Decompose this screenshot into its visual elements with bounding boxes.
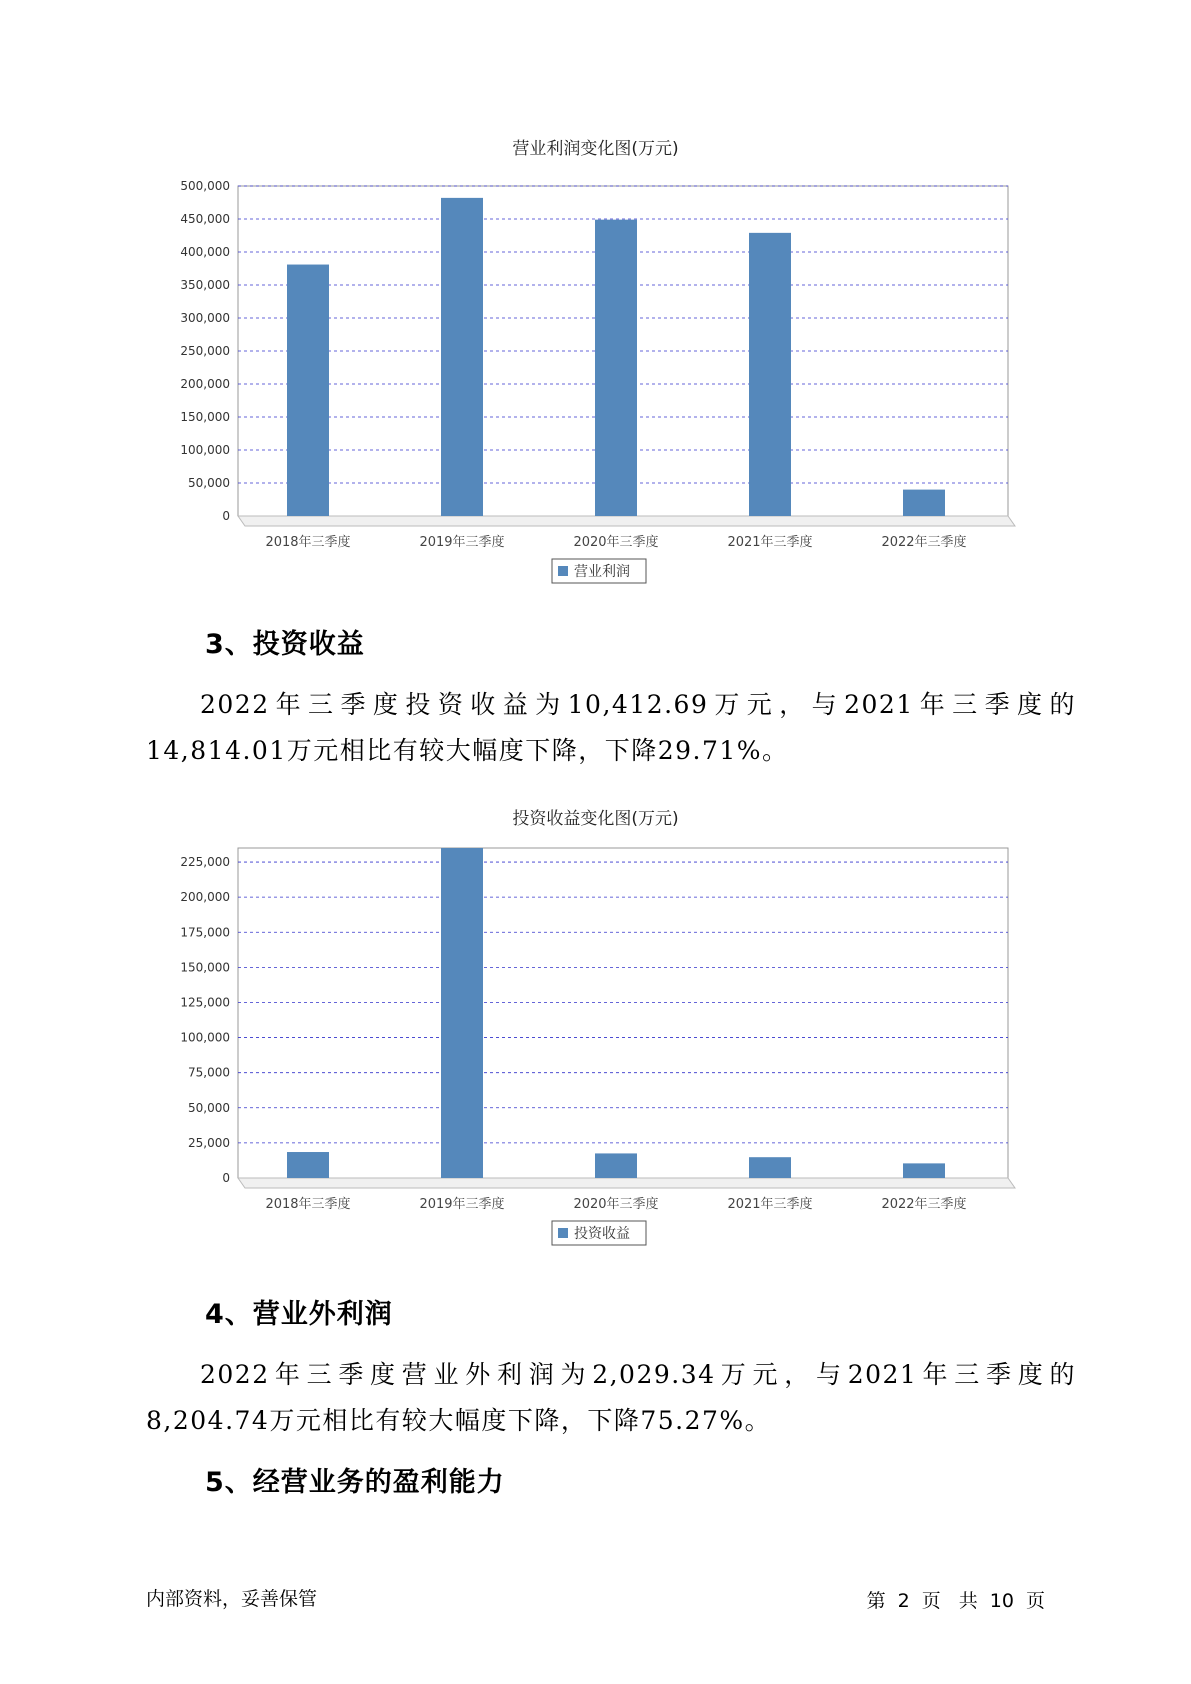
x-tick-label: 2018年三季度 — [265, 535, 351, 550]
x-tick-label: 2020年三季度 — [573, 1197, 659, 1212]
bar — [287, 265, 329, 516]
legend — [552, 559, 646, 583]
page-unit: 页 — [921, 1590, 941, 1612]
y-tick-label: 0 — [222, 509, 230, 523]
y-tick-label: 0 — [222, 1171, 230, 1185]
y-tick-label: 250,000 — [180, 344, 230, 358]
y-tick-label: 175,000 — [180, 925, 230, 940]
chart-operating-profit — [0, 160, 1191, 600]
y-tick-label: 200,000 — [180, 890, 230, 905]
total-prefix: 共 — [958, 1590, 978, 1612]
legend-swatch — [558, 566, 568, 576]
footer-page-indicator — [861, 1586, 1051, 1613]
y-tick-label: 100,000 — [180, 1030, 230, 1045]
chart-investment-income — [0, 830, 1191, 1270]
section-heading-profitability: 5、经营业务的盈利能力 — [205, 1467, 505, 1498]
y-tick-label: 100,000 — [180, 443, 230, 457]
y-tick-label: 500,000 — [180, 179, 230, 193]
y-tick-label: 450,000 — [180, 212, 230, 226]
y-tick-label: 50,000 — [188, 476, 230, 490]
bar — [749, 233, 791, 516]
bar — [903, 1163, 945, 1178]
y-tick-label: 400,000 — [180, 245, 230, 259]
bar — [595, 220, 637, 516]
x-tick-label: 2021年三季度 — [727, 1197, 813, 1212]
section-heading-investment-income: 3、投资收益 — [205, 629, 365, 660]
chart-title-investment-income: 投资收益变化图(万元) — [512, 809, 679, 829]
legend-label: 营业利润 — [574, 564, 630, 580]
y-tick-label: 300,000 — [180, 311, 230, 325]
y-tick-label: 150,000 — [180, 410, 230, 424]
x-tick-label: 2019年三季度 — [419, 535, 505, 550]
y-tick-label: 200,000 — [180, 377, 230, 391]
total-pages: 10 — [989, 1590, 1014, 1612]
section-heading-non-operating-profit: 4、营业外利润 — [205, 1299, 393, 1330]
paragraph-non-operating-profit: 2022年三季度营业外利润为2,029.34万元，与2021年三季度的8,204.74万元相比有较大幅度下降，下降75.27%。 — [146, 1360, 1076, 1435]
page-prefix: 第 — [866, 1590, 886, 1612]
y-tick-label: 225,000 — [180, 855, 230, 870]
footer-confidential-note: 内部资料，妥善保管 — [146, 1588, 318, 1610]
bar — [287, 1152, 329, 1178]
bar — [595, 1153, 637, 1178]
y-tick-label: 150,000 — [180, 960, 230, 975]
x-tick-label: 2019年三季度 — [419, 1197, 505, 1212]
x-tick-label: 2022年三季度 — [881, 1197, 967, 1212]
axis-base — [238, 1178, 1015, 1188]
x-tick-label: 2021年三季度 — [727, 535, 813, 550]
y-tick-label: 75,000 — [188, 1065, 230, 1080]
y-tick-label: 350,000 — [180, 278, 230, 292]
bar — [441, 848, 483, 1178]
axis-base — [238, 516, 1015, 526]
total-unit: 页 — [1025, 1590, 1045, 1612]
legend-swatch — [558, 1228, 568, 1238]
x-tick-label: 2018年三季度 — [265, 1197, 351, 1212]
legend-label: 投资收益 — [574, 1226, 630, 1242]
page-number: 2 — [897, 1590, 910, 1612]
x-tick-label: 2022年三季度 — [881, 535, 967, 550]
bar — [441, 198, 483, 516]
y-tick-label: 125,000 — [180, 995, 230, 1010]
bar — [749, 1157, 791, 1178]
paragraph-investment-income: 2022年三季度投资收益为10,412.69万元，与2021年三季度的14,814.01万元相比有较大幅度下降，下降29.71%。 — [146, 690, 1076, 765]
bar — [903, 490, 945, 516]
y-tick-label: 50,000 — [188, 1100, 230, 1115]
chart-title-operating-profit: 营业利润变化图(万元) — [512, 139, 679, 159]
x-tick-label: 2020年三季度 — [573, 535, 659, 550]
y-tick-label: 25,000 — [188, 1135, 230, 1150]
legend — [552, 1221, 646, 1245]
